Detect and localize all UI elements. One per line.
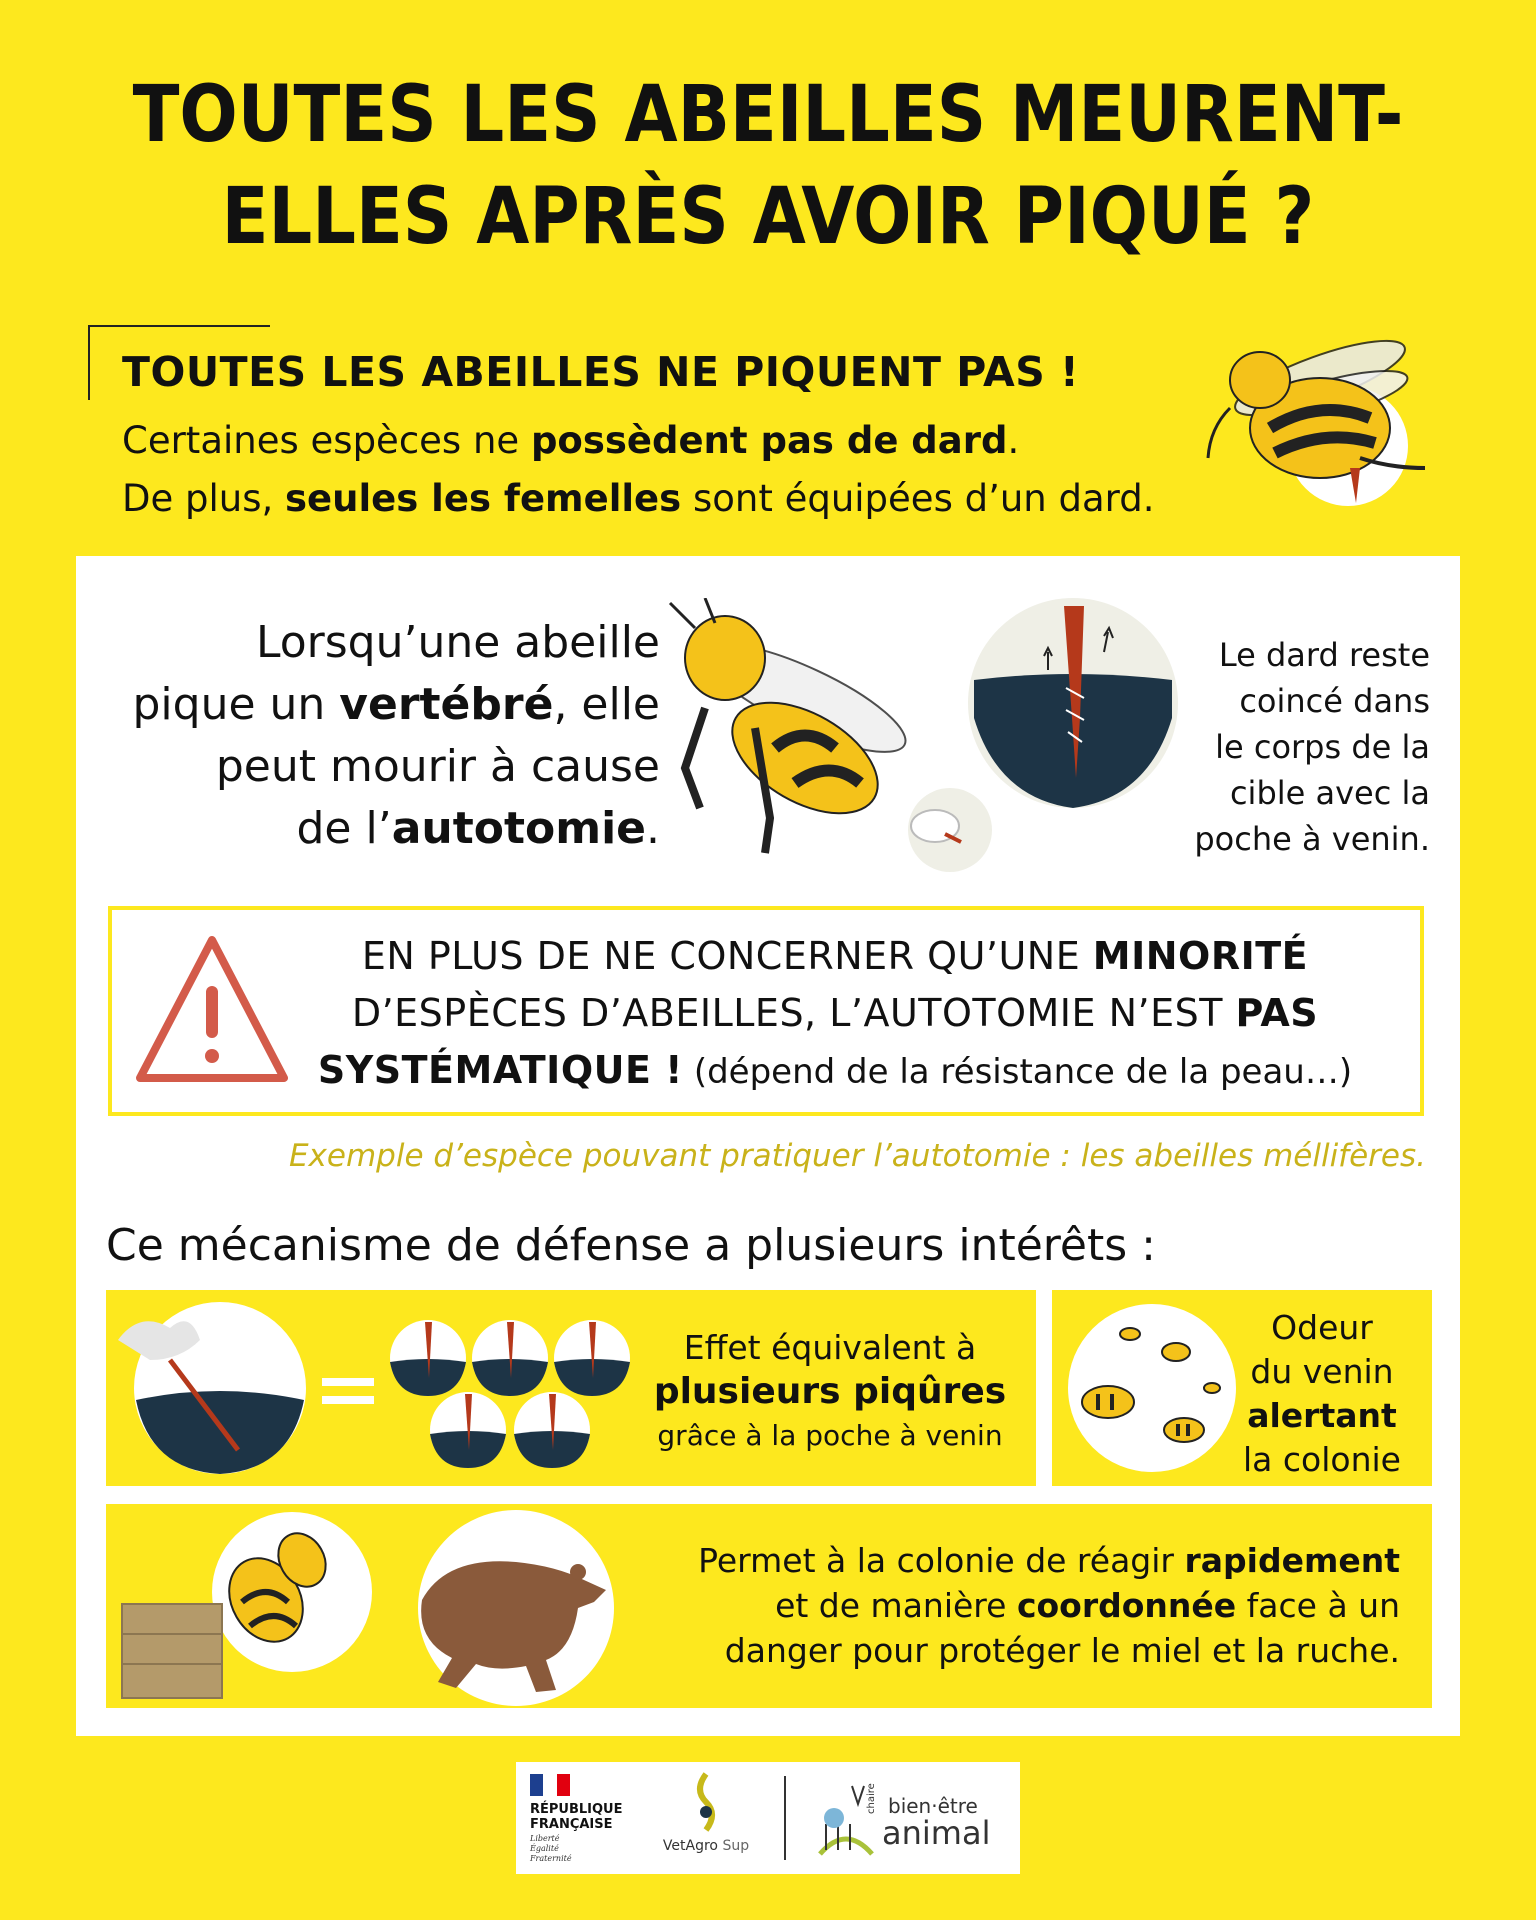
stinger-note-line: Le dard reste <box>1218 636 1430 674</box>
intro-text <box>122 412 1155 528</box>
protect-hive-text <box>640 1538 1400 1673</box>
french-flag-icon <box>530 1774 570 1796</box>
stinger-note-line: cible avec la <box>1229 774 1430 812</box>
box1-line-3: grâce à la poche à venin <box>657 1419 1003 1452</box>
bee-icon <box>665 598 1005 878</box>
stinger-note-line: coincé dans <box>1239 682 1430 720</box>
box3-line-2-post: face à un <box>1236 1586 1400 1625</box>
venin-equals-stings-icon <box>110 1300 640 1476</box>
autotomy-line-2-pre: pique un <box>132 679 340 730</box>
autotomy-line-4-bold: autotomie <box>391 803 646 854</box>
beehive-icon <box>122 1604 222 1698</box>
title-line-1: TOUTES LES ABEILLES MEURENT- <box>132 70 1404 160</box>
footer-logos <box>516 1762 1020 1874</box>
stinger-note-line: le corps de la <box>1215 728 1430 766</box>
box2-line-3: alertant <box>1247 1396 1397 1435</box>
rf-motto-2: Égalité <box>530 1844 559 1853</box>
warning-line-2-pre: D’ESPÈCES D’ABEILLES, L’AUTOTOMIE N’EST <box>351 991 1236 1035</box>
autotomy-line-2-post: , elle <box>553 679 660 730</box>
warning-line-3-bold: SYSTÉMATIQUE ! <box>317 1048 684 1092</box>
box1-line-1: Effet équivalent à <box>683 1328 977 1367</box>
chaire-label: chaire <box>866 1783 877 1814</box>
warning-line-2-bold: PAS <box>1235 991 1319 1035</box>
mechanism-heading: Ce mécanisme de défense a plusieurs intérêts : <box>106 1220 1156 1271</box>
intro-line2-pre: De plus, <box>122 477 286 520</box>
hive-and-bear-icon <box>116 1510 636 1706</box>
stinger-note <box>1060 632 1430 862</box>
intro-line1-post: . <box>1007 419 1020 462</box>
rf-motto-1: Liberté <box>530 1834 560 1843</box>
intro-line2-bold: seules les femelles <box>285 477 682 520</box>
box2-line-1: Odeur <box>1271 1308 1373 1347</box>
multiple-stings-text <box>640 1326 1020 1458</box>
stinger-note-line: poche à venin. <box>1194 820 1430 858</box>
vetagro-mark-icon <box>686 1770 726 1834</box>
autotomy-text <box>80 612 660 860</box>
box3-line-1-bold: rapidement <box>1184 1541 1400 1580</box>
box3-line-2-pre: et de manière <box>775 1586 1017 1625</box>
bee-stinger-icon <box>1200 318 1440 518</box>
intro-line2-post: sont équipées d’un dard. <box>681 477 1155 520</box>
footer-divider <box>784 1776 786 1860</box>
box2-line-4: la colonie <box>1243 1440 1401 1479</box>
republique-francaise-logo <box>530 1774 623 1864</box>
box1-line-2: plusieurs piqûres <box>653 1371 1007 1412</box>
warning-line-3-paren: (dépend de la résistance de la peau…) <box>683 1052 1353 1092</box>
bien-etre-label: bien·être <box>888 1794 978 1818</box>
intro-heading: TOUTES LES ABEILLES NE PIQUENT PAS ! <box>122 348 1080 396</box>
box3-line-1-pre: Permet à la colonie de réagir <box>698 1541 1185 1580</box>
autotomy-line-4-post: . <box>646 803 660 854</box>
page-title <box>92 64 1444 268</box>
alert-colony-text <box>1222 1306 1422 1482</box>
warning-line-1-bold: MINORITÉ <box>1092 934 1309 978</box>
autotomy-line-1: Lorsqu’une abeille <box>255 617 660 668</box>
warning-line-1-pre: EN PLUS DE NE CONCERNER QU’UNE <box>361 934 1093 978</box>
animal-label: animal <box>882 1814 991 1852</box>
box3-line-2-bold: coordonnée <box>1016 1586 1237 1625</box>
title-line-2: ELLES APRÈS AVOIR PIQUÉ ? <box>221 172 1315 262</box>
autotomy-line-3: peut mourir à cause <box>215 741 660 792</box>
box2-line-2: du venin <box>1250 1352 1394 1391</box>
vetagro-logo <box>656 1770 756 1854</box>
vetagro-sup: Sup <box>722 1838 750 1854</box>
box3-line-3: danger pour protéger le miel et la ruche. <box>724 1631 1400 1670</box>
intro-line1-bold: possèdent pas de dard <box>530 419 1008 462</box>
sting-circles-icon <box>390 1320 630 1468</box>
rf-motto-3: Fraternité <box>530 1854 572 1863</box>
autotomy-line-4-pre: de l’ <box>296 803 392 854</box>
rf-line-1: RÉPUBLIQUE <box>530 1802 623 1817</box>
chaire-bien-etre-animal-logo <box>816 1774 1016 1864</box>
rf-line-2: FRANÇAISE <box>530 1817 613 1832</box>
autotomy-line-2-bold: vertébré <box>339 679 554 730</box>
vetagro-name: VetAgro <box>662 1838 718 1854</box>
warning-text <box>270 928 1400 1101</box>
intro-line1-pre: Certaines espèces ne <box>122 419 531 462</box>
bee-swarm-icon <box>1064 1302 1240 1474</box>
example-note: Exemple d’espèce pouvant pratiquer l’autotomie : les abeilles méllifères. <box>288 1138 1426 1174</box>
